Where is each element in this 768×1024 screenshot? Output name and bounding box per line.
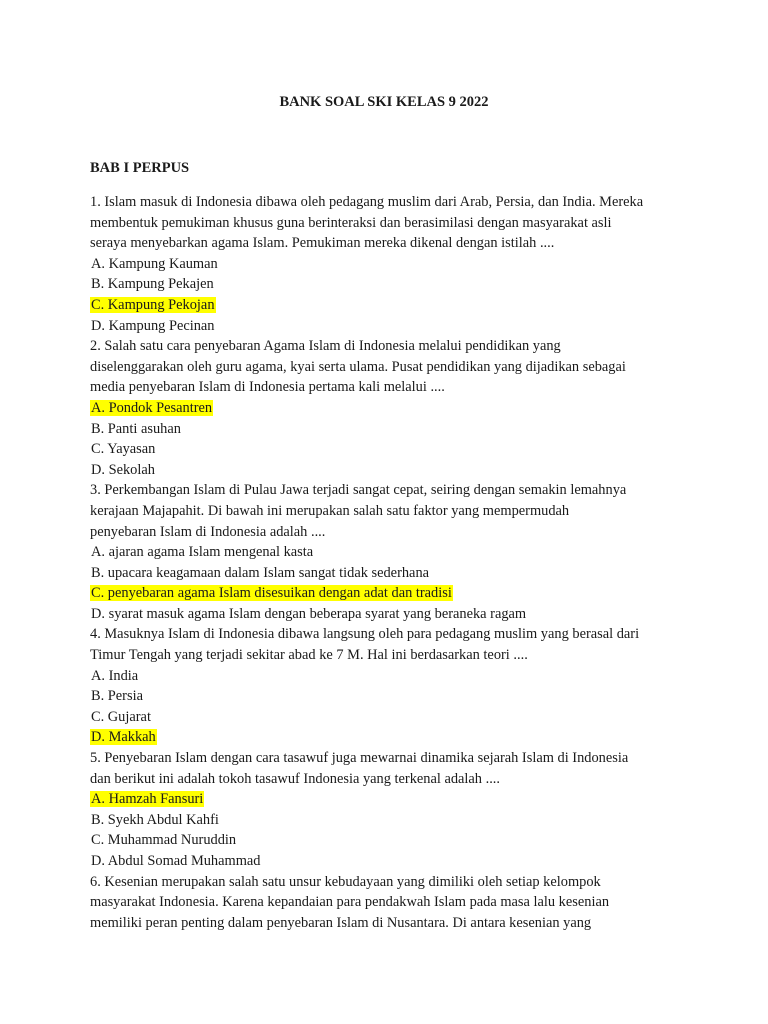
question-4 xyxy=(90,624,680,748)
answer-option-correct: A. Pondok Pesantren xyxy=(91,399,213,416)
answer-option: A. India xyxy=(91,667,139,684)
answer-option: B. Persia xyxy=(91,688,143,705)
question-text: 1. Islam masuk di Indonesia dibawa oleh pedagang muslim dari Arab, Persia, dan India. Mereka membentuk pemukiman khusus guna berinteraksi dan berasimilasi dengan masyarakat asli seraya menyebarkan agama Islam. Pemukiman mereka dikenal dengan istilah .... xyxy=(90,194,644,252)
question-text: 5. Penyebaran Islam dengan cara tasawuf juga mewarnai dinamika sejarah Islam di Indonesia dan berikut ini adalah tokoh tasawuf Indonesia yang terkenal adalah .... xyxy=(90,750,629,787)
question-text: 2. Salah satu cara penyebaran Agama Islam di Indonesia melalui pendidikan yang diselenggarakan oleh guru agama, kyai serta ulama. Pusat pendidikan yang dijadikan sebagai media penyebaran Islam di Indonesia pertama kali melalui .... xyxy=(90,338,626,396)
answer-option: D. Kampung Pecinan xyxy=(91,317,215,334)
answer-option: C. Yayasan xyxy=(91,441,156,458)
question-5 xyxy=(90,748,680,872)
question-text: 6. Kesenian merupakan salah satu unsur kebudayaan yang dimiliki oleh setiap kelompok masyarakat Indonesia. Karena kepandaian para pendakwah Islam pada masa lalu kesenian memiliki peran penting dalam penyebaran Islam di Nusantara. Di antara kesenian yang xyxy=(90,873,610,931)
question-2 xyxy=(90,336,680,480)
answer-option-correct: C. penyebaran agama Islam disesuikan dengan adat dan tradisi xyxy=(91,585,452,602)
question-1 xyxy=(90,192,680,336)
document-title: BANK SOAL SKI KELAS 9 2022 xyxy=(279,94,489,110)
answer-option: B. Kampung Pekajen xyxy=(91,276,214,293)
question-text: 4. Masuknya Islam di Indonesia dibawa langsung oleh para pedagang muslim yang berasal dari Timur Tengah yang terjadi sekitar abad ke 7 M. Hal ini berdasarkan teori .... xyxy=(90,626,640,664)
answer-option: C. Gujarat xyxy=(91,708,151,725)
question-list xyxy=(90,192,680,933)
answer-option: A. Kampung Kauman xyxy=(91,255,218,272)
answer-option: B. Panti asuhan xyxy=(91,420,181,437)
answer-option-correct: D. Makkah xyxy=(91,729,156,746)
question-3 xyxy=(90,480,680,624)
answer-option: A. ajaran agama Islam mengenal kasta xyxy=(91,544,314,561)
answer-option: D. syarat masuk agama Islam dengan beberapa syarat yang beraneka ragam xyxy=(91,605,527,622)
answer-option-correct: A. Hamzah Fansuri xyxy=(91,791,204,808)
answer-option: C. Muhammad Nuruddin xyxy=(91,832,237,849)
answer-option: D. Sekolah xyxy=(91,461,155,478)
chapter-heading: BAB I PERPUS xyxy=(90,160,190,176)
question-6 xyxy=(90,872,680,934)
question-text: 3. Perkembangan Islam di Pulau Jawa terjadi sangat cepat, seiring dengan semakin lemahnya kerajaan Majapahit. Di bawah ini merupakan salah satu faktor yang mempermudah penyebaran Islam di Indonesia adalah .... xyxy=(90,482,627,540)
answer-option: B. Syekh Abdul Kahfi xyxy=(91,811,219,828)
answer-option: D. Abdul Somad Muhammad xyxy=(91,853,261,869)
answer-option: B. upacara keagamaan dalam Islam sangat tidak sederhana xyxy=(91,564,430,581)
answer-option-correct: C. Kampung Pekojan xyxy=(91,296,215,313)
